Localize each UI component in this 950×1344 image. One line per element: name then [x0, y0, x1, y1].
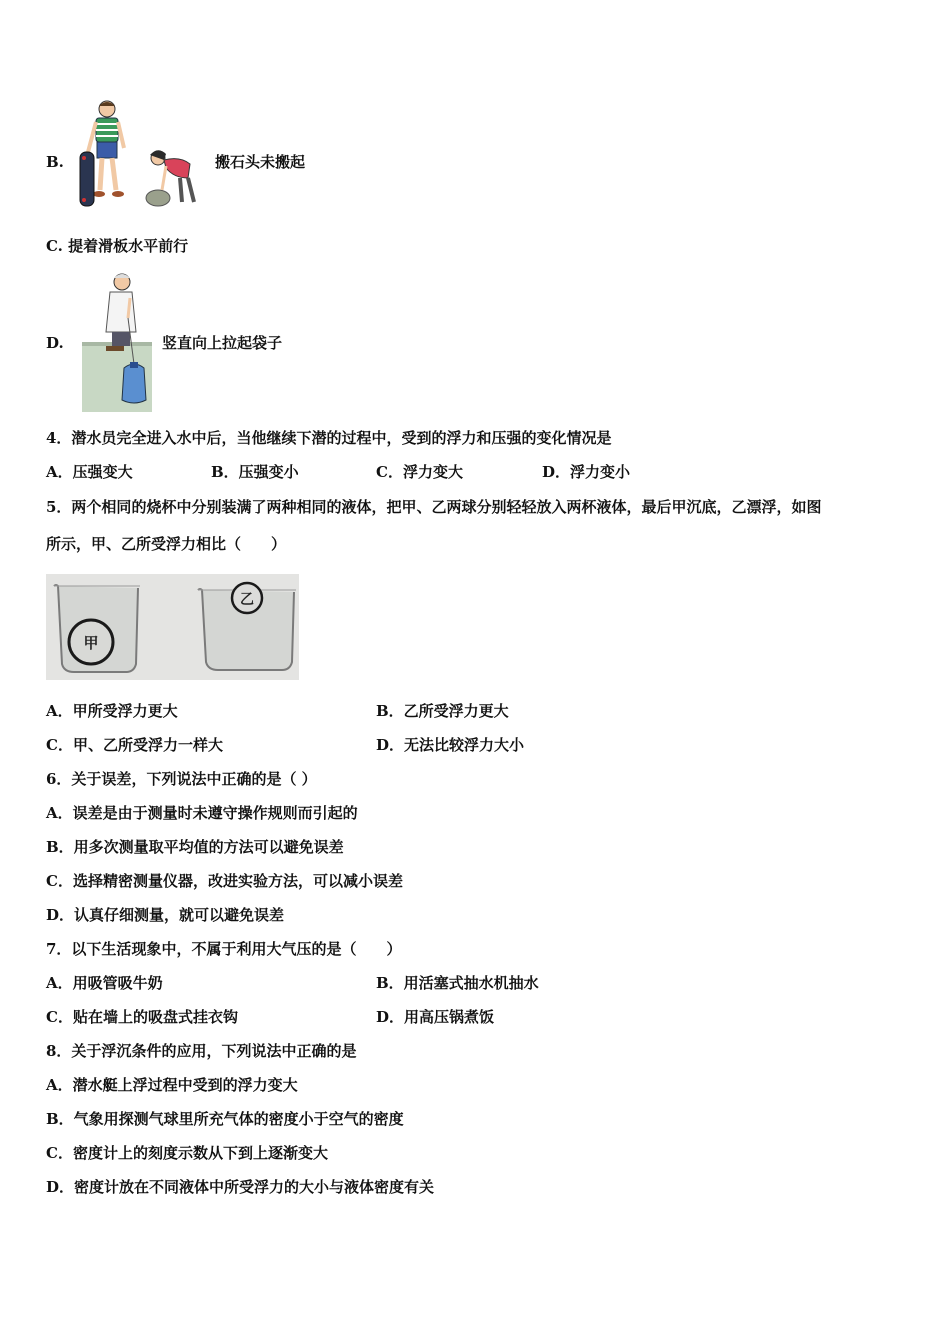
- q5-option-b: B．乙所受浮力更大: [376, 702, 509, 720]
- q8-stem: 8．关于浮沉条件的应用，下列说法中正确的是: [46, 1042, 357, 1060]
- q8-option-a: A．潜水艇上浮过程中受到的浮力变大: [46, 1076, 298, 1094]
- q3-option-d-letter: D.: [46, 334, 64, 352]
- q3-option-c-text: 提着滑板水平前行: [68, 237, 189, 255]
- q7-option-c: C．贴在墙上的吸盘式挂衣钩: [46, 1008, 238, 1026]
- q6-option-d: D．认真仔细测量，就可以避免误差: [46, 906, 285, 924]
- q5-option-a: A．甲所受浮力更大: [46, 702, 178, 720]
- q7-option-b: B．用活塞式抽水机抽水: [376, 974, 539, 992]
- q5-option-d: D．无法比较浮力大小: [376, 736, 525, 754]
- q4-option-d: D．浮力变小: [542, 463, 631, 481]
- q4-option-b: B．压强变小: [211, 463, 299, 481]
- q7-stem: 7．以下生活现象中，不属于利用大气压的是（ ）: [46, 940, 402, 958]
- q8-option-d: D．密度计放在不同液体中所受浮力的大小与液体密度有关: [46, 1178, 435, 1196]
- q6-option-a: A．误差是由于测量时未遵守操作规则而引起的: [46, 804, 358, 822]
- q5-beakers-figure: [46, 574, 299, 680]
- q4-option-a: A．压强变大: [46, 463, 133, 481]
- q6-option-c: C．选择精密测量仪器，改进实验方法，可以减小误差: [46, 872, 403, 890]
- q4-option-c: C．浮力变大: [376, 463, 463, 481]
- q8-option-c: C．密度计上的刻度示数从下到上逐渐变大: [46, 1144, 328, 1162]
- q3-option-d-figure: [78, 268, 156, 412]
- q5-stem-line2: 所示，甲、乙所受浮力相比（ ）: [46, 535, 287, 553]
- q5-ball-a-label: 甲: [83, 634, 99, 652]
- q6-option-b: B．用多次测量取平均值的方法可以避免误差: [46, 838, 344, 856]
- q8-option-b: B．气象用探测气球里所充气体的密度小于空气的密度: [46, 1110, 404, 1128]
- q3-option-b-letter: B.: [46, 153, 64, 171]
- q6-stem: 6．关于误差，下列说法中正确的是（ ）: [46, 770, 317, 788]
- q4-stem: 4．潜水员完全进入水中后，当他继续下潜的过程中，受到的浮力和压强的变化情况是: [46, 429, 612, 447]
- q5-ball-b-label: 乙: [240, 592, 254, 608]
- q3-option-c: [46, 236, 188, 256]
- q7-option-a: A．用吸管吸牛奶: [46, 974, 163, 992]
- q5-stem-line1: 5．两个相同的烧杯中分别装满了两种相同的液体，把甲、乙两球分别轻轻放入两杯液体，最后甲沉底，乙漂浮，如图: [46, 498, 822, 516]
- q7-option-d: D．用高压锅煮饭: [376, 1008, 495, 1026]
- q3-option-b-figure: [72, 98, 212, 214]
- q5-option-c: C．甲、乙所受浮力一样大: [46, 736, 223, 754]
- q3-option-b-text: 搬石头未搬起: [215, 153, 306, 171]
- q3-option-d-text: 竖直向上拉起袋子: [162, 334, 283, 352]
- q3-option-c-letter: C.: [46, 237, 63, 255]
